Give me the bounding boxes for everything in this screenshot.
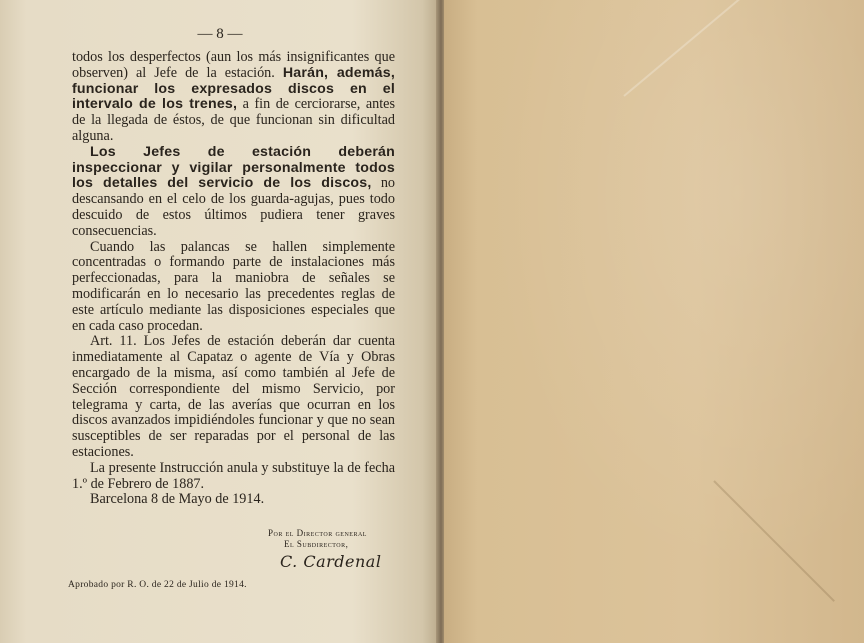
- signature-line-2: El Subdirector,: [284, 539, 349, 549]
- paragraph-1-bold: Harán, además, funcionar los expresados discos en el intervalo de los trenes,: [72, 64, 396, 113]
- paragraph-1-text-a: todos los desperfectos (aun los más insignificantes que observen) al Jefe de la estación.: [72, 49, 395, 81]
- approval-note: Aprobado por R. O. de 22 de Julio de 1914.: [68, 580, 247, 590]
- right-page-blank: [444, 0, 864, 643]
- paragraph-article-11: Art. 11. Los Jefes de estación deberán dar cuenta inmediatamente al Capataz o agente de Vía y Obras encargado de la misma, así como también al Jefe de Sección correspondiente del mismo Servicio, por telegrama y carta, de las averías que ocurran en los discos avanzados impidiéndoles funcionar y que no sean susceptibles de ser reparadas por el personal de las estaciones.: [72, 333, 395, 460]
- body-text: [72, 50, 395, 508]
- paragraph-2-text: no descansando en el celo de los guarda-agujas, pues todo descuido de estos últimos pudiera tener graves consecuencias.: [72, 175, 396, 239]
- paragraph-1: [72, 50, 395, 145]
- paper-crease: [713, 480, 835, 602]
- paragraph-2-bold: Los Jefes de estación deberán inspeccionar y vigilar personalmente todos los detalles del servicio de los discos,: [72, 143, 395, 192]
- page-number: — 8 —: [197, 26, 243, 42]
- paragraph-5: La presente Instrucción anula y substituye la de fecha 1.º de Febrero de 1887.: [72, 459, 395, 492]
- place-date: Barcelona 8 de Mayo de 1914.: [90, 491, 265, 508]
- signature-block: [268, 528, 398, 571]
- paragraph-3: Cuando las palancas se hallen simplemente concentradas o formando parte de instalaciones más perfeccionadas, para la maniobra de señales se modificarán en lo necesario las precedentes reglas de este artículo mediante las disposiciones especiales que en cada caso procedan.: [72, 238, 395, 334]
- paper-crease: [623, 0, 808, 97]
- paragraph-2: [72, 145, 395, 240]
- paragraph-1-text-b: a fin de cerciorarse, antes de la llegada de éstos, de que funcionan sin dificultad alguna.: [72, 96, 395, 144]
- signature-name: C. Cardenal: [280, 552, 382, 571]
- signature-line-1: Por el Director general: [268, 528, 367, 538]
